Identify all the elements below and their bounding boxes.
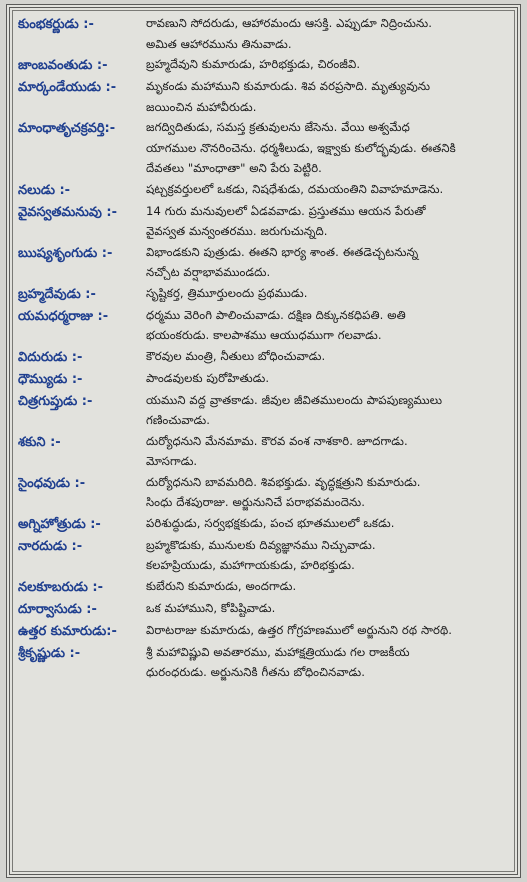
description-line: 14 గురు మనువులలో ఏడవవాడు. ప్రస్తుతము ఆయన పేరుతో [146,203,426,218]
double-border-frame [6,4,521,878]
description-line: కౌరవుల మంత్రి, నీతులు బోధించువాడు. [146,348,326,363]
entry-term: యమధర్మరాజు :- [18,308,109,324]
description-line: జయించిన మహావీరుడు. [146,99,257,114]
description-line: ఒక మహాముని, కోపిష్టివాడు. [146,600,276,615]
description-line: రావణుని సోదరుడు, ఆహారమందు ఆసక్తి. ఎప్పుడూ నిద్రించును. [146,16,433,30]
entry-description [146,535,511,576]
description-line: జగద్విదితుడు, సమస్త క్రతువులను జేసెను. వేయి అశ్వమేధ [146,120,410,134]
description-line: దేవతలు "మాంధాతా" అని పేరు పెట్టిరి. [146,161,322,175]
description-line: బ్రహ్మకొడుకు, మునులకు దివ్యజ్ఞానము నిచ్చువాడు. [146,537,376,552]
glossary-entry [18,179,511,201]
entry-term: కుంభకర్ణుడు :- [18,17,94,32]
description-line: దుర్యోధనుని బావమరిది. శివభక్తుడు. వృద్ధక్షత్రుని కుమారుడు. [146,474,421,489]
entry-term: మాంధాతృచక్రవర్తి:- [18,121,116,136]
description-line: వైవస్వత మన్వంతరము. జరుగుచున్నది. [146,224,328,238]
glossary-list [18,13,511,683]
entry-description [146,368,511,389]
entry-term: చిత్రగుప్తుడు :- [18,393,93,409]
description-line: నచ్చోట వర్షాభావముండదు. [146,265,271,279]
entry-description [146,305,511,346]
entry-term: ఉత్తర కుమారుడు:- [18,623,117,639]
description-line: అమిత ఆహారమును తినువాడు. [146,36,292,51]
glossary-entry [18,201,511,242]
entry-description [146,390,511,431]
description-line: గణించువాడు. [146,413,211,427]
glossary-entry [18,390,511,431]
description-line: ధురంధరుడు. అర్జునునికి గీతను బోధించినవాడు. [146,665,366,679]
glossary-entry [18,431,511,472]
entry-term: నలుడు :- [18,182,71,198]
description-line: విభాండకుని పుత్రుడు. ఈతని భార్య శాంత. ఈతడెచ్చటనున్న [146,244,419,259]
glossary-entry [18,242,511,283]
description-line: విరాటరాజు కుమారుడు, ఉత్తర గోగ్రహణములో అర్జునుని రథ సారథి. [146,622,453,637]
entry-term: విదురుడు :- [18,349,83,365]
entry-description [146,242,511,283]
glossary-entry [18,642,511,683]
description-line: సింధు దేశపురాజు. అర్జునునిచే పరాభవమందెను. [146,495,366,509]
entry-description [146,54,511,75]
description-line: ధర్మము వెరింగి పాలించువాడు. దక్షిణ దిక్కునకధిపతి. అతి [146,307,406,322]
entry-term: దూర్వాసుడు :- [18,601,97,617]
description-line: కుబేరుని కుమారుడు, అందగాడు. [146,578,297,593]
description-line: షట్చక్రవర్తులలో ఒకడు, నిషధేశుడు, దమయంతిని వివాహమాడెను. [146,181,444,196]
entry-description [146,598,511,619]
entry-description [146,117,511,179]
entry-description [146,620,511,641]
glossary-entry [18,117,511,179]
description-line: యాగముల నొనరించెను. ధర్మశీలుడు, ఇక్ష్వాకు కులోద్భవుడు. ఈతనికి [146,140,456,155]
entry-term: బ్రహ్మదేవుడు :- [18,286,96,302]
entry-description [146,431,511,472]
glossary-entry [18,535,511,576]
entry-term: వైవస్వతమనువు :- [18,204,118,220]
entry-description [146,179,511,200]
glossary-entry [18,283,511,305]
entry-term: అగ్నిహోత్రుడు :- [18,516,101,532]
entry-description [146,576,511,597]
entry-term: మార్కండేయుడు :- [18,80,117,95]
description-line: శ్రీ మహావిష్ణువి అవతారము, మహాక్షత్రియుడు గల రాజకీయ [146,644,410,659]
entry-description [146,346,511,367]
glossary-entry [18,346,511,368]
description-line: మృకండు మహాముని కుమారుడు. శివ వరప్రసాది. మృత్యువును [146,79,431,93]
entry-term: శ్రీకృష్ణుడు :- [18,645,81,661]
entry-term: ఋష్యశృంగుడు :- [18,245,113,261]
entry-description [146,513,511,534]
description-line: సృష్టికర్త, త్రిమూర్తులందు ప్రథముడు. [146,285,308,300]
glossary-entry [18,368,511,390]
description-line: భయంకరుడు. కాలపాశము ఆయుధముగా గలవాడు. [146,328,382,342]
description-line: పరిశుద్ధుడు, సర్వభక్షకుడు, పంచ భూతములలో ఒకడు. [146,515,395,530]
description-line: యముని వద్ద వ్రాతకాడు. జీవుల జీవితములందు పాపపుణ్యములు [146,392,443,407]
glossary-entry [18,576,511,598]
description-line: మోసగాడు. [146,454,198,468]
glossary-entry [18,620,511,642]
glossary-entry [18,305,511,346]
entry-description [146,472,511,513]
entry-description [146,283,511,304]
entry-description [146,642,511,683]
glossary-entry [18,472,511,513]
entry-term: నలకూబరుడు :- [18,579,104,595]
entry-description [146,76,511,117]
glossary-entry [18,598,511,620]
glossary-entry [18,513,511,535]
glossary-entry [18,13,511,54]
description-line: కలహప్రియుడు, మహాగాయకుడు, హరిభక్తుడు. [146,558,355,572]
entry-term: జాంబవంతుడు :- [18,58,108,73]
description-line: పాండవులకు పురోహితుడు. [146,370,270,385]
entry-term: సైంధవుడు :- [18,475,86,491]
entry-term: నారదుడు :- [18,538,83,554]
entry-description [146,201,511,242]
glossary-entry [18,76,511,117]
entry-term: శకుని :- [18,434,61,450]
description-line: దుర్యోధనుని మేనమామ. కౌరవ వంశ నాశకారి. జూదగాడు. [146,433,408,448]
entry-term: ధౌమ్యుడు :- [18,371,83,387]
entry-description [146,13,511,54]
description-line: బ్రహ్మదేవుని కుమారుడు, హరిభక్తుడు, చిరంజీవి. [146,57,361,71]
glossary-entry [18,54,511,76]
